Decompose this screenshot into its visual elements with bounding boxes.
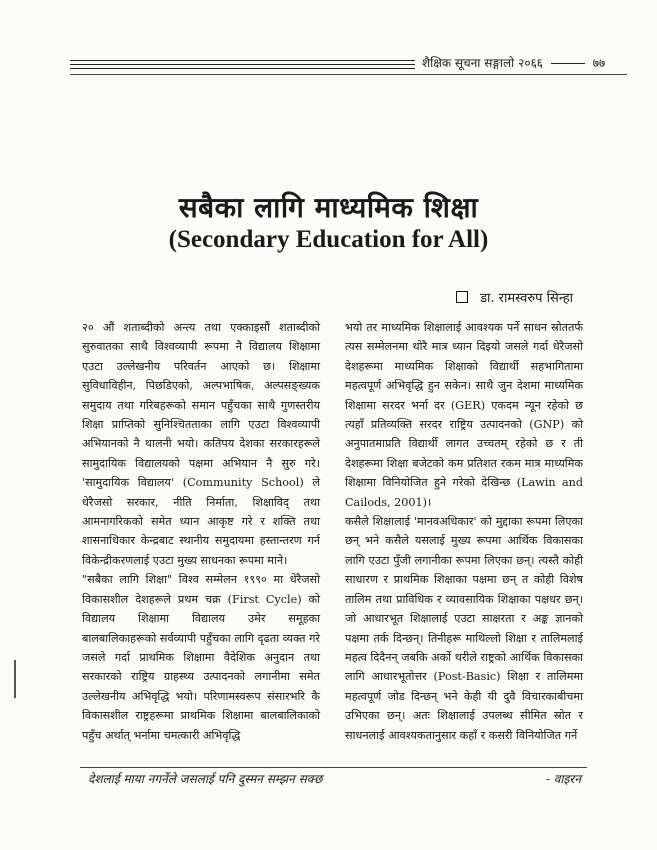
column-left bbox=[82, 318, 320, 745]
article-title-english: (Secondary Education for All) bbox=[168, 226, 489, 253]
page-number: ७७ bbox=[592, 56, 606, 70]
footer-rule bbox=[80, 767, 587, 768]
header-underline bbox=[70, 74, 627, 75]
square-bullet-icon bbox=[456, 291, 468, 303]
header-dash bbox=[551, 63, 585, 64]
running-title: शैक्षिक सूचना सङ्गालो २०६६ bbox=[422, 56, 544, 70]
left-paragraph-1: २० औं शताब्दीको अन्त्य तथा एक्काइसौं शताब्दीको सुरुवातका साथै विश्वव्यापी रूपमा नै विद्यालय शिक्षामा एउटा उल्लेखनीय परिवर्तन आएको छ। शिक्षामा सुविधाविहीन, पिछडिएको, अल्पभाषिक, अल्पसङ्ख्यक समुदाय तथा गरिबहरूको समान पहुँचका साथै गुणस्तरीय शिक्षा प्राप्तिको सुनिश्चितताका लागि एउटा विश्वव्यापी अभियानको नै थालनी भयो। कतिपय देशका सरकारहरूले सामुदायिक विद्यालयको पक्षमा अभियान नै सुरु गरे। 'सामुदायिक विद्यालय' (Community School) ले धेरैजसो सरकार, नीति निर्माता, शिक्षाविद् तथा आमनागरिकको समेत ध्यान आकृष्ट गरे र शक्ति तथा शासनाधिकार केन्द्रबाट स्थानीय समुदायमा हस्तान्तरण गर्न विकेन्द्रीकरणलाई एउटा मुख्य साधनका रूपमा माने। bbox=[82, 321, 320, 567]
left-paragraph-2: "सबैका लागि शिक्षा" विश्व सम्मेलन १९९० मा धेरैजसो विकासशील देशहरूले प्रथम चक्र (First Cycle) को विद्यालय शिक्षामा विद्यालय उमेर समूहका बालबालिकाहरूको सर्वव्यापी पहुँचका लागि दृढता व्यक्त गरे जसले गर्दा प्राथमिक शिक्षामा वैदेशिक अनुदान तथा सरकारको राष्ट्रिय ग्राहस्थ्य उत्पादनको लगानीमा समेत उल्लेखनीय अभिवृद्धि भयो। परिणामस्वरूप संसारभरि कै विकासशील राष्ट्रहरूमा प्राथमिक शिक्षामा बालबालिकाको पहुँच अर्थात् भर्नामा चमत्कारी अभिवृद्धि bbox=[82, 573, 320, 742]
author-line bbox=[456, 288, 573, 306]
running-header bbox=[70, 54, 627, 80]
margin-mark bbox=[14, 660, 16, 698]
column-right bbox=[345, 318, 583, 745]
author-name: डा. रामस्वरुप सिन्हा bbox=[480, 291, 573, 306]
header-text bbox=[422, 54, 605, 71]
right-paragraph-2: कसैले शिक्षालाई 'मानवअधिकार' को मुद्दाका रूपमा लिएका छन् भने कसैले यसलाई मुख्य रूपमा आर्थिक विकासका लागि एउटा पुँजी लगानीका रूपमा लिएका छन्। त्यस्तै कोही साधारण र प्राथमिक शिक्षाका पक्षमा छन् त कोही विशेष तालिम तथा प्राविधिक र व्यावसायिक शिक्षाका पक्षधर छन्। जो आधारभूत शिक्षालाई एउटा साक्षरता र अङ्क ज्ञानको पक्षमा तर्क दिन्छन्। तिनीहरू माथिल्लो शिक्षा र तालिमलाई महत्व दिदैनन् जबकि अर्को थरीले राष्ट्रको आर्थिक विकासका लागि आधारभूतोत्तर (Post-Basic) शिक्षा र तालिममा महत्वपूर्ण जोड दिन्छन् भने केही यी दुवै विचारकाबीचमा उभिएका छन्। अतः शिक्षालाई उपलब्ध सीमित स्रोत र साधनलाई आवश्यकतानुसार कहाँ र कसरी विनियोजित गर्ने bbox=[345, 515, 583, 742]
footer-quote: देशलाई माया नगर्नेले जसलाई पनि दुस्मन सम्झन सक्छ bbox=[88, 772, 323, 786]
footer-attribution: - वाइरन bbox=[545, 772, 581, 786]
right-paragraph-1: भयो तर माध्यमिक शिक्षालाई आवश्यक पर्ने साधन स्रोततर्फ त्यस सम्मेलनमा थोरै मात्र ध्यान दिइयो जसले गर्दा धेरैजसो देशहरूमा माध्यमिक शिक्षाको विद्यार्थी सहभागितामा महत्वपूर्ण अभिवृद्धि हुन सकेन। साथै जुन देशमा माध्यमिक शिक्षामा सरदर भर्ना दर (GER) एकदम न्यून रहेको छ त्यहाँ प्रतिव्यक्ति सरदर राष्ट्रिय उत्पादनको (GNP) को अनुपातमाप्रति विद्यार्थी लागत उच्चतम् रहेको छ र ती देशहरूमा शिक्षा बजेटको कम प्रतिशत रकम मात्र माध्यमिक शिक्षामा विनियोजित हुने गरेको देखिन्छ (Lawin and Cailods, 2001)। bbox=[345, 321, 583, 509]
header-rules bbox=[70, 60, 415, 72]
article-title-nepali: सबैका लागि माध्यमिक शिक्षा bbox=[178, 191, 479, 224]
